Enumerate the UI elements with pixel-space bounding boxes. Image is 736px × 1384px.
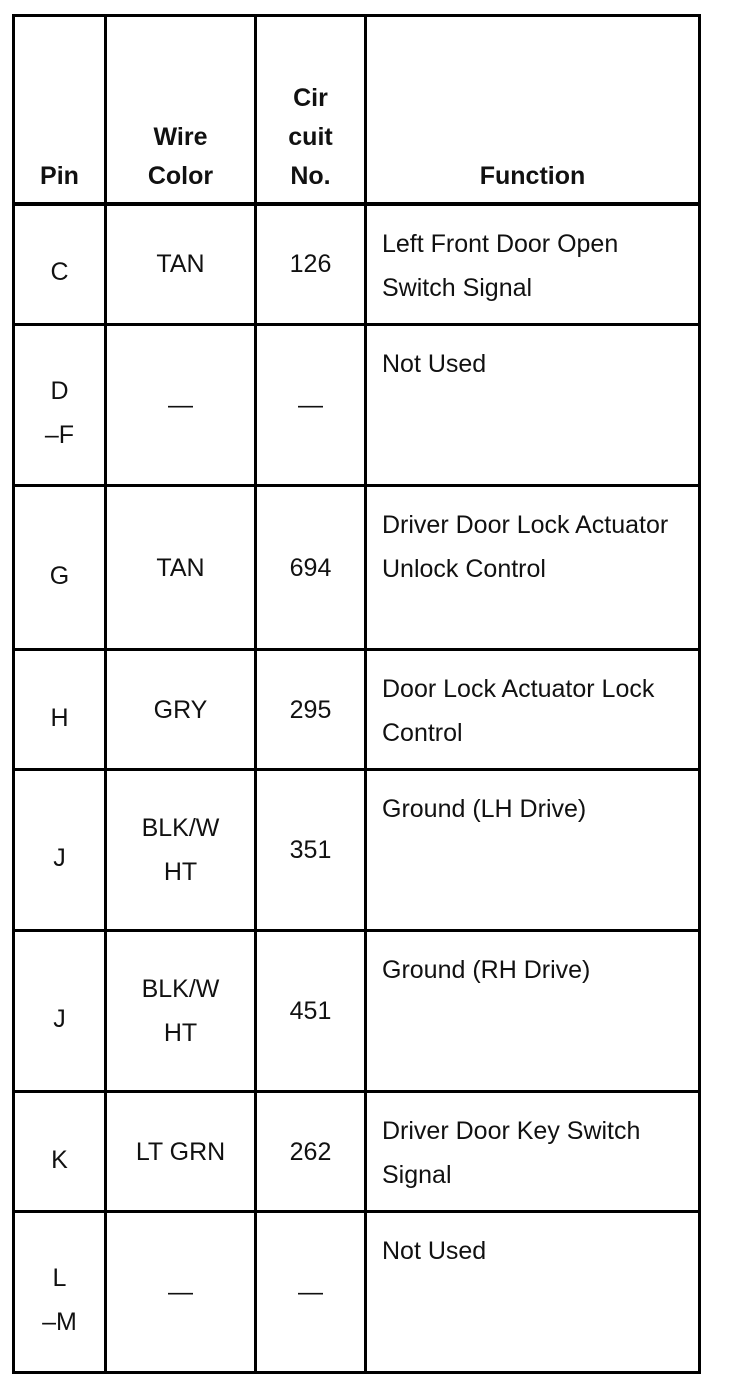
function-cell (366, 931, 700, 1092)
function-cell (366, 204, 700, 325)
circuit-value: 262 (289, 1137, 332, 1166)
circuit-value: 351 (289, 836, 332, 864)
pin-value: G (49, 561, 70, 590)
wire-color-value: TAN (156, 553, 205, 582)
pin-value: L –M (42, 1264, 77, 1336)
circuit-cell (256, 486, 366, 650)
wire-color-cell (106, 486, 256, 650)
table-row (14, 650, 700, 770)
pin-value: J (53, 1005, 66, 1033)
function-value: Not Used (382, 1237, 487, 1265)
circuit-cell (256, 1212, 366, 1373)
wire-color-value: — (168, 1278, 193, 1306)
wire-color-cell (106, 1092, 256, 1212)
wire-color-value: GRY (153, 695, 208, 724)
circuit-value: 694 (289, 553, 332, 582)
table-row (14, 204, 700, 325)
pin-value: K (51, 1145, 68, 1174)
function-value: Driver Door Key Switch Signal (382, 1117, 641, 1189)
table-row (14, 1212, 700, 1373)
function-cell (366, 486, 700, 650)
function-value: Driver Door Lock Actuator Unlock Control (382, 511, 669, 583)
table-row (14, 931, 700, 1092)
pin-cell (14, 325, 106, 486)
wire-color-cell (106, 204, 256, 325)
function-cell (366, 650, 700, 770)
circuit-value: 451 (289, 997, 332, 1025)
pin-cell (14, 650, 106, 770)
pin-cell (14, 486, 106, 650)
pin-cell (14, 1092, 106, 1212)
wire-color-cell (106, 650, 256, 770)
connector-pinout-table (12, 14, 701, 1374)
header-wire-color (106, 16, 256, 204)
wire-color-cell (106, 931, 256, 1092)
table-row (14, 770, 700, 931)
header-row (14, 16, 700, 204)
circuit-cell (256, 650, 366, 770)
wire-color-value: TAN (156, 250, 205, 279)
header-pin (14, 16, 106, 204)
wire-color-cell (106, 325, 256, 486)
function-value: Door Lock Actuator Lock Control (382, 675, 655, 747)
wire-color-value: BLK/W HT (141, 814, 220, 886)
circuit-cell (256, 931, 366, 1092)
pin-cell (14, 204, 106, 325)
pin-value: D –F (44, 377, 75, 449)
circuit-cell (256, 1092, 366, 1212)
circuit-cell (256, 770, 366, 931)
circuit-value: — (298, 391, 323, 419)
table-row (14, 1092, 700, 1212)
function-value: Ground (RH Drive) (382, 956, 591, 984)
table-header (14, 16, 700, 204)
function-value: Not Used (382, 350, 487, 378)
pin-cell (14, 770, 106, 931)
header-pin-label: Pin (40, 161, 79, 190)
header-function (366, 16, 700, 204)
wire-color-value: LT GRN (135, 1137, 226, 1166)
pin-value: C (50, 258, 69, 287)
table-row (14, 486, 700, 650)
function-cell (366, 325, 700, 486)
header-wire-color-label: Wire Color (147, 122, 214, 190)
header-function-label: Function (479, 161, 586, 190)
function-cell (366, 1092, 700, 1212)
wire-color-cell (106, 1212, 256, 1373)
pin-cell (14, 1212, 106, 1373)
function-cell (366, 770, 700, 931)
circuit-cell (256, 325, 366, 486)
header-circuit-no (256, 16, 366, 204)
wire-color-cell (106, 770, 256, 931)
pin-value: H (50, 703, 69, 732)
pin-value: J (53, 844, 66, 872)
circuit-value: 126 (289, 250, 332, 279)
function-value: Left Front Door Open Switch Signal (382, 229, 619, 302)
wire-color-value: BLK/W HT (141, 975, 220, 1047)
pin-cell (14, 931, 106, 1092)
circuit-value: 295 (289, 695, 332, 724)
function-value: Ground (LH Drive) (382, 795, 587, 823)
circuit-cell (256, 204, 366, 325)
table-row (14, 325, 700, 486)
header-circuit-no-label: Cir cuit No. (288, 83, 333, 190)
table-body (14, 204, 700, 1373)
function-cell (366, 1212, 700, 1373)
wire-color-value: — (168, 391, 193, 419)
circuit-value: — (298, 1278, 323, 1306)
